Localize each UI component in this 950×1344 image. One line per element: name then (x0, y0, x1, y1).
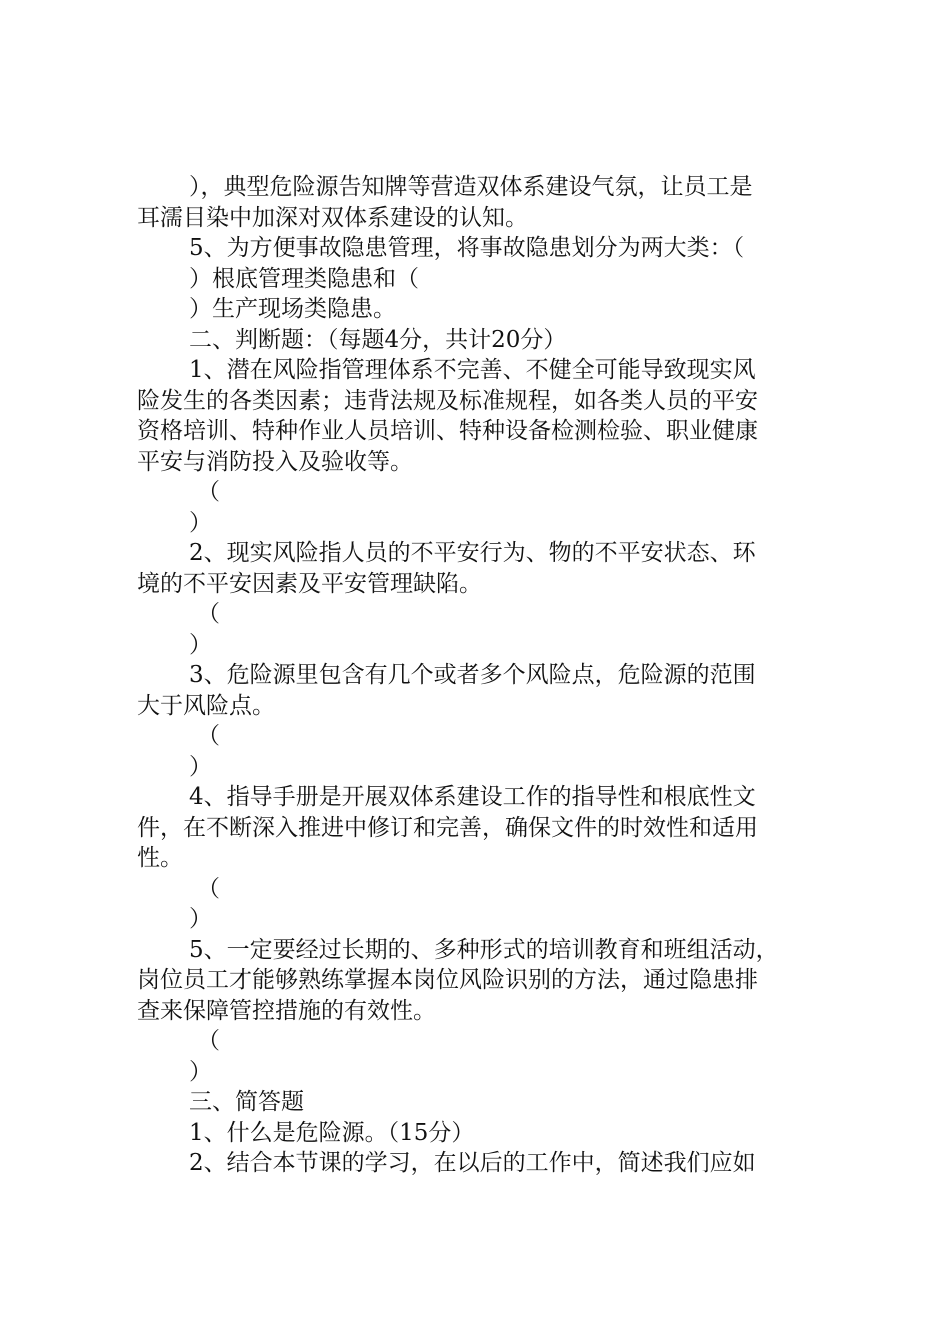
answer-bracket-open: （ (197, 479, 220, 505)
text-line: 大于风险点。 (137, 692, 275, 719)
judgement-question-2: 2、现实风险指人员的不平安行为、物的不平安状态、环 (189, 540, 756, 566)
judgement-question-4: 4、指导手册是开展双体系建设工作的指导性和根底性文 (189, 784, 756, 810)
judgement-question-5: 5、一定要经过长期的、多种形式的培训教育和班组活动， (189, 936, 779, 963)
text-line: ）生产现场类隐患。 (189, 296, 396, 322)
document-body (137, 172, 827, 1179)
text-line: ），典型危险源告知牌等营造双体系建设气氛，让员工是 (189, 174, 753, 200)
answer-bracket-close: ） (189, 1058, 212, 1085)
answer-bracket-close: ） (189, 509, 212, 536)
text-line: 性。 (137, 845, 183, 871)
text-line: 平安与消防投入及验收等。 (137, 448, 413, 475)
text-line: 资格培训、特种作业人员培训、特种设备检测检验、职业健康 (137, 418, 758, 444)
short-answer-question-1: 1、什么是危险源。（15分） (189, 1119, 475, 1146)
section-heading-short-answer: 三、简答题 (189, 1089, 304, 1115)
text-line: 险发生的各类因素；违背法规及标准规程，如各类人员的平安 (137, 387, 758, 414)
question-fill-5: 5、为方便事故隐患管理，将事故隐患划分为两大类：（ (189, 235, 745, 261)
answer-bracket-open: （ (197, 723, 220, 749)
text-line: ）根底管理类隐患和（ (189, 265, 419, 292)
answer-bracket-open: （ (197, 875, 220, 902)
answer-bracket-open: （ (197, 601, 220, 627)
text-line: 耳濡目染中加深对双体系建设的认知。 (137, 204, 528, 231)
text-line: 境的不平安因素及平安管理缺陷。 (137, 570, 482, 597)
text-line: 岗位员工才能够熟练掌握本岗位风险识别的方法，通过隐患排 (137, 967, 758, 993)
section-heading-judgement: 二、判断题：（每题4分，共计20分） (189, 326, 567, 353)
text-line: 查来保障管控措施的有效性。 (137, 997, 436, 1024)
text-line: 件，在不断深入推进中修订和完善，确保文件的时效性和适用 (137, 814, 758, 841)
answer-bracket-close: ） (189, 631, 212, 658)
judgement-question-1: 1、潜在风险指管理体系不完善、不健全可能导致现实风 (189, 357, 756, 383)
short-answer-question-2: 2、结合本节课的学习，在以后的工作中，简述我们应如 (189, 1150, 756, 1176)
answer-bracket-open: （ (197, 1028, 220, 1054)
answer-bracket-close: ） (189, 906, 212, 932)
answer-bracket-close: ） (189, 753, 212, 780)
judgement-question-3: 3、危险源里包含有几个或者多个风险点，危险源的范围 (189, 662, 756, 688)
